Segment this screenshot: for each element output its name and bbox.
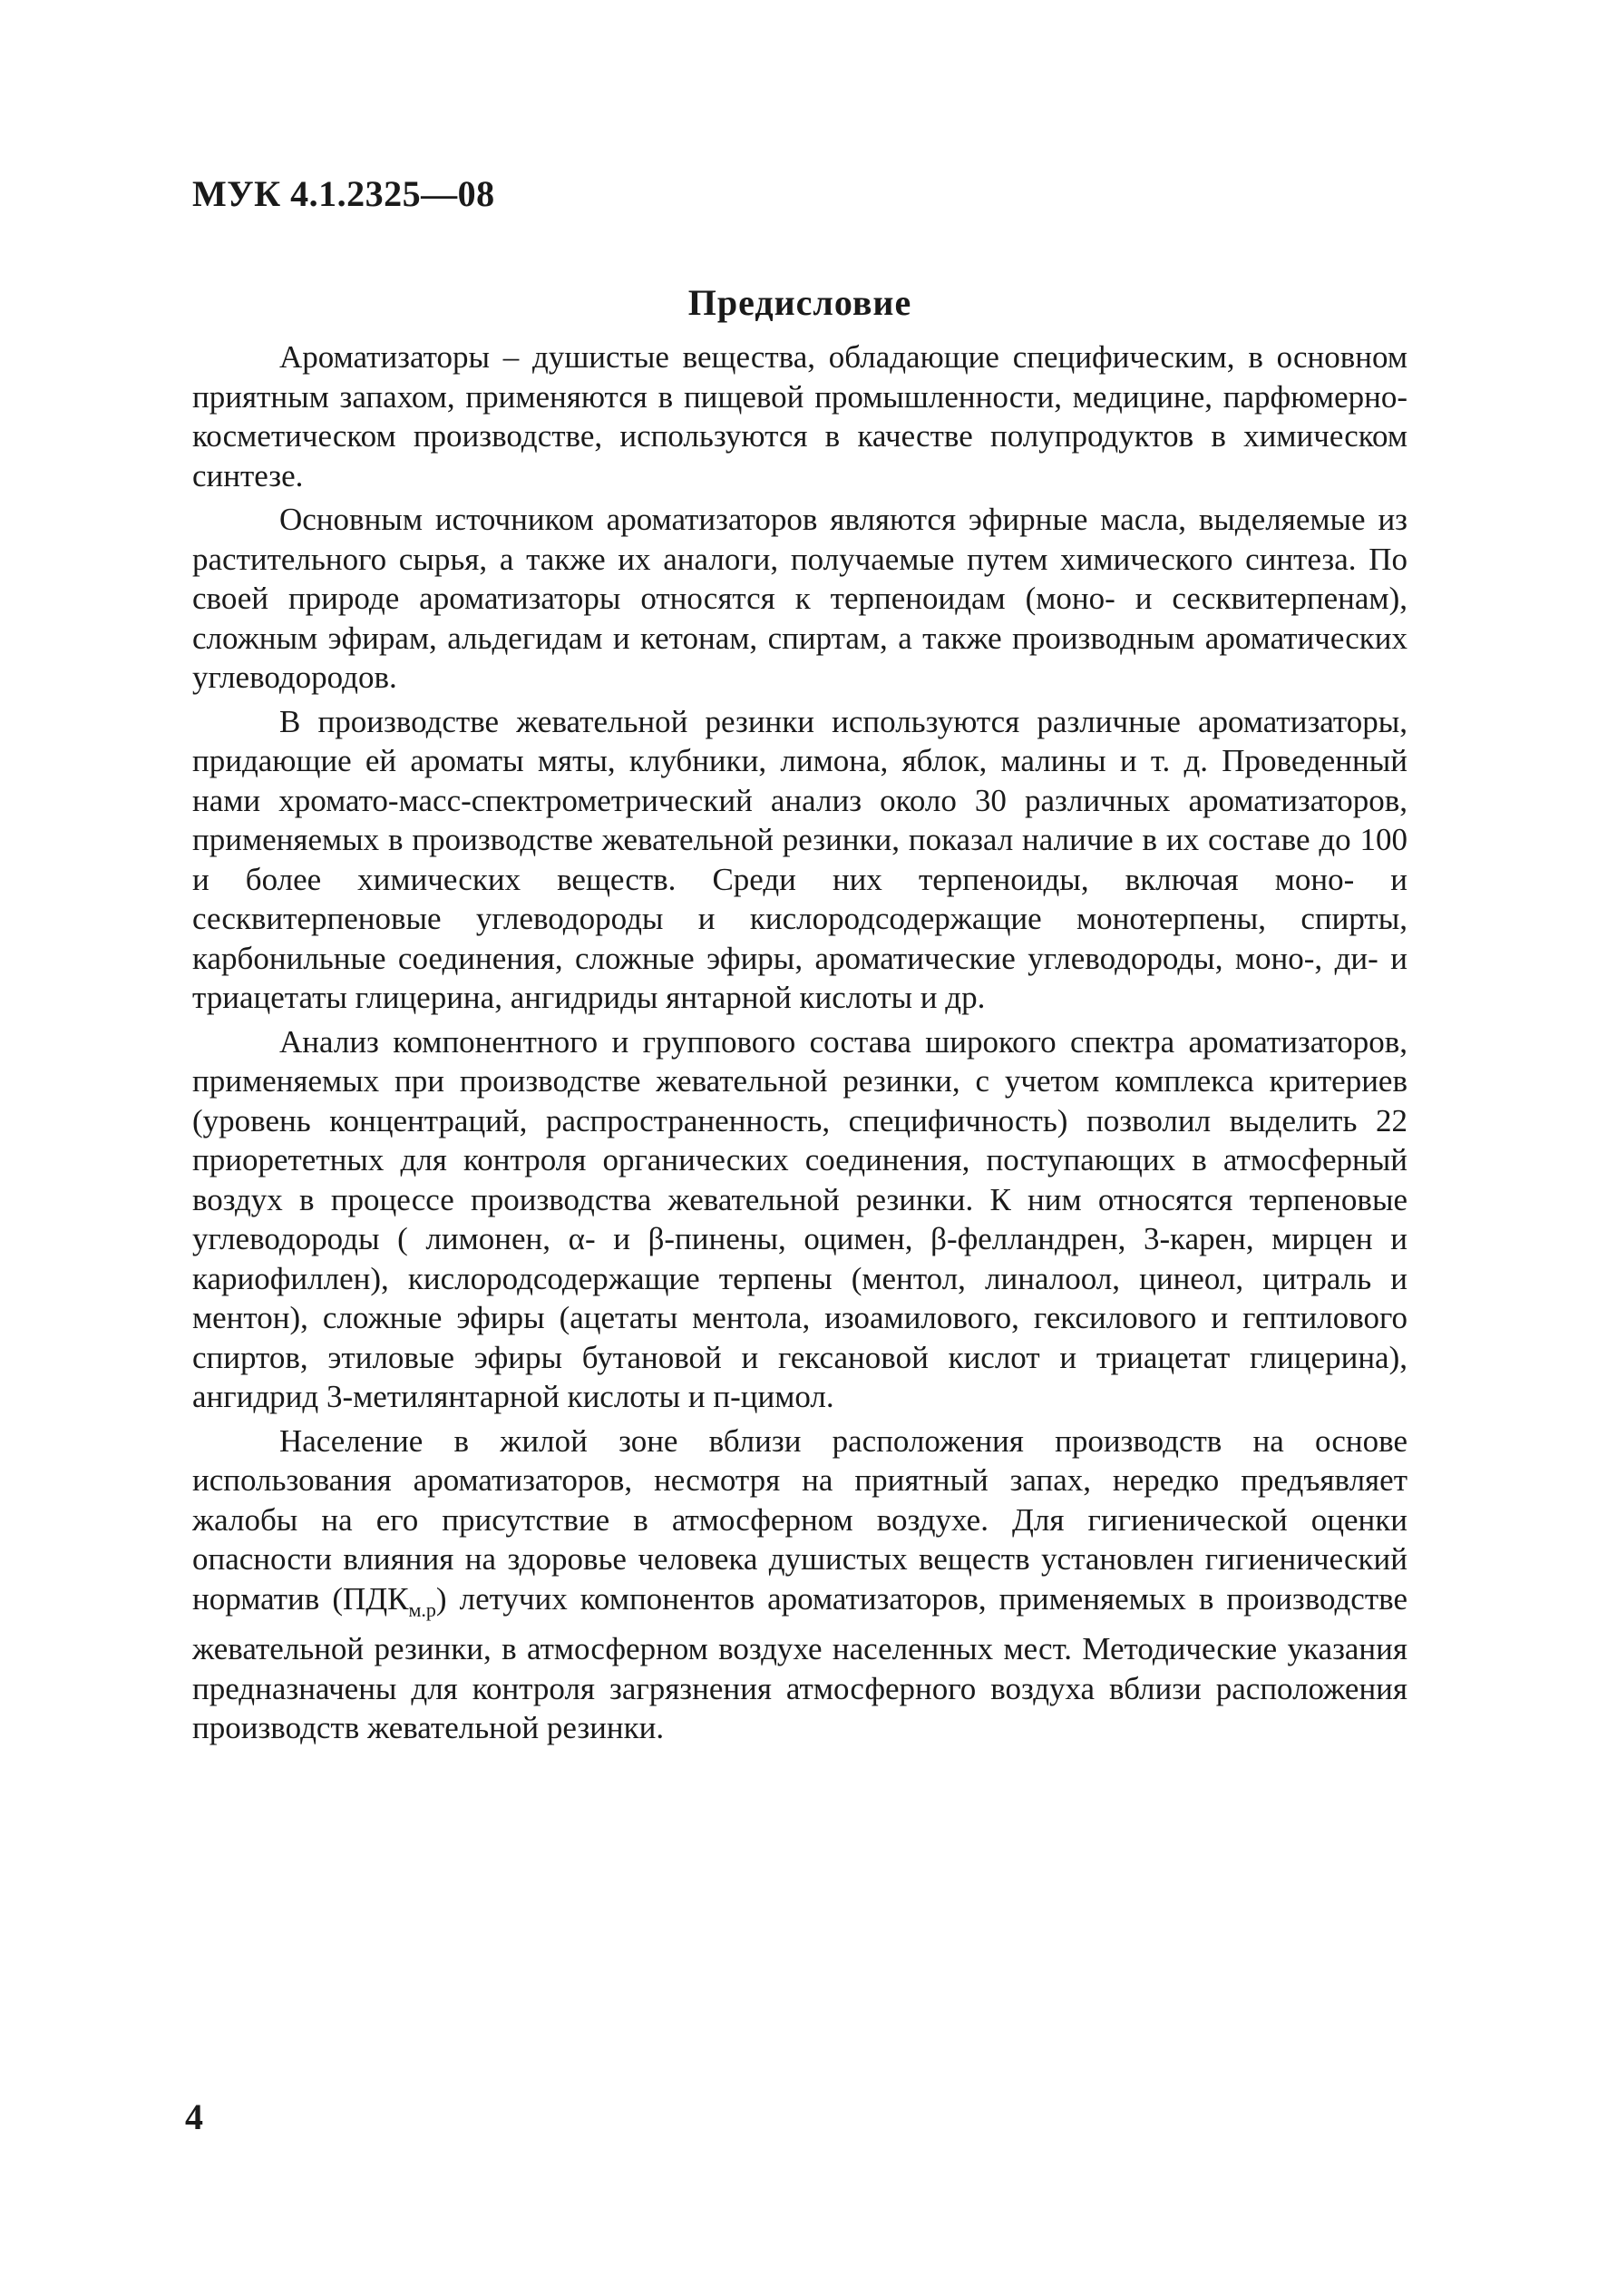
body-text [192, 337, 1407, 1753]
paragraph-5 [192, 1422, 1407, 1748]
paragraph-3: В производстве жевательной резинки используются различные ароматизаторы, придающие ей ароматы мяты, клубники, лимона, яблок, малины и т. д. Проведенный нами хромато-масс-спектрометрический анализ около 30 различных ароматизаторов, применяемых в производстве жевательной резинки, показал наличие в их составе до 100 и более химических веществ. Среди них терпеноиды, включая моно- и сесквитерпеновые углеводороды и кислородсодержащие монотерпены, спирты, карбонильные соединения, сложные эфиры, ароматические углеводороды, моно-, ди- и триацетаты глицерина, ангидриды янтарной кислоты и др. [192, 703, 1407, 1015]
pdk-subscript: м.р [408, 1597, 436, 1621]
paragraph-2: Основным источником ароматизаторов являются эфирные масла, выделяемые из растительного сырья, а также их аналоги, получаемые путем химического синтеза. По своей природе ароматизаторы относятся к терпеноидам (моно- и сесквитерпенам), сложным эфирам, альдегидам и кетонам, спиртам, а также производным ароматических углеводородов. [192, 502, 1407, 695]
paragraph-5-part-2: ) летучих компонентов ароматизаторов, применяемых в производстве жевательной резинки, в атмосферном воздухе населенных мест. Методические указания предназначены для контроля загрязнения атмосферного воздуха вблизи расположения производств жевательной резинки. [192, 1580, 1407, 1745]
page-number: 4 [185, 2096, 203, 2137]
page-title: Предисловие [687, 282, 912, 323]
document-code: МУК 4.1.2325—08 [192, 173, 495, 214]
paragraph-5-part-1: Население в жилой зоне вблизи расположения производств на основе использования ароматизаторов, несмотря на приятный запах, нередко предъявляет жалобы на его присутствие в атмосферном воздухе. Для гигиенической оценки опасности влияния на здоровье человека душистых веществ установлен гигиенический норматив (ПДК [192, 1422, 1407, 1617]
paragraph-1: Ароматизаторы – душистые вещества, обладающие специфическим, в основном приятным запахом, применяются в пищевой промышленности, медицине, парфюмерно-косметическом производстве, используются в качестве полупродуктов в химическом синтезе. [192, 339, 1407, 493]
paragraph-4: Анализ компонентного и группового состава широкого спектра ароматизаторов, применяемых при производстве жевательной резинки, с учетом комплекса критериев (уровень концентраций, распространенность, специфичность) позволил выделить 22 приорететных для контроля органических соединения, поступающих в атмосферный воздух в процессе производства жевательной резинки. К ним относятся терпеновые углеводороды ( лимонен, α- и β-пинены, оцимен, β-фелландрен, 3-карен, мирцен и кариофиллен), кислородсодержащие терпены (ментол, линалоол, цинеол, цитраль и ментон), сложные эфиры (ацетаты ментола, изоамилового, гексилового и гептилового спиртов, этиловые эфиры бутановой и гексановой кислот и триацетат глицерина), ангидрид 3-метилянтарной кислоты и п-цимол. [192, 1023, 1407, 1414]
